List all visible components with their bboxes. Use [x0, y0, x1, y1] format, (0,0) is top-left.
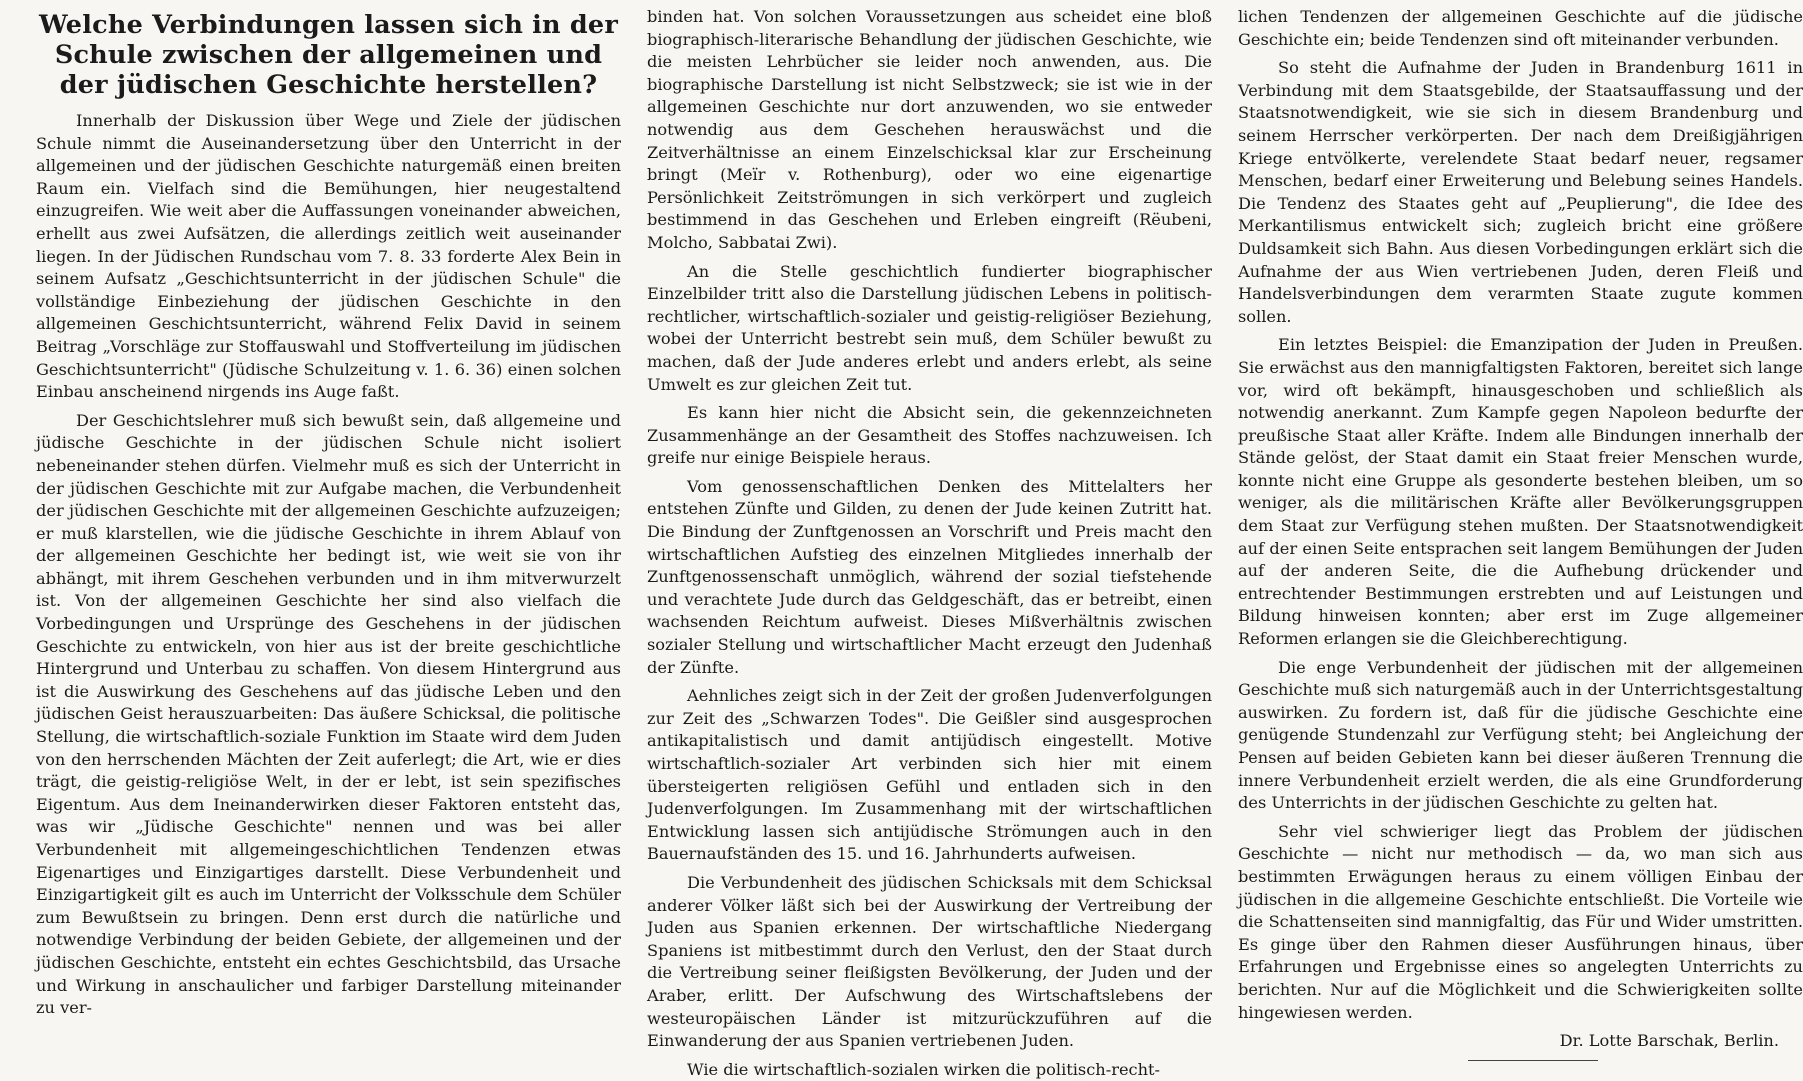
- paragraph: lichen Tendenzen der allgemeinen Geschichte auf die jüdische Geschichte ein; beide Tendenzen sind oft miteinander verbunden.: [1238, 7, 1803, 49]
- paragraph: Die Verbundenheit des jüdischen Schicksals mit dem Schicksal anderer Völker läßt sich bei der Auswirkung der Vertreibung der Juden aus Spanien erkennen. Der wirtschaftliche Niedergang Spaniens ist mitbestimmt durch den Verlust, den der Staat durch die Vertreibung seiner fleißigsten Bevölkerung, der Juden und der Araber, erlitt. Der Aufschwung des Wirtschaftslebens der westeuropäischen Länder ist mitzurückzuführen auf die Einwanderung der aus Spanien vertriebenen Juden.: [647, 872, 1212, 1051]
- paragraph: Wie die wirtschaftlich-sozialen wirken die politisch-recht-: [687, 1059, 1160, 1079]
- paragraph: Vom genossenschaftlichen Denken des Mittelalters her entstehen Zünfte und Gilden, zu denen der Jude keinen Zutritt hat. Die Bindung der Zunftgenossen an Vorschrift und Preis macht den wirtschaftlichen Aufstieg des einzelnen Mitgliedes innerhalb der Zunftgenossenschaft unmöglich, während der sozial tiefstehende und verachtete Jude durch das Geldgeschäft, das er betreibt, einen wachsenden Reichtum aufweist. Dieses Mißverhältnis zwischen sozialer Stellung und wirtschaftlicher Macht erzeugt den Judenhaß der Zünfte.: [647, 476, 1212, 677]
- column-1: [36, 6, 621, 1042]
- column-2: [647, 6, 1212, 1079]
- column-3: [1238, 6, 1803, 1051]
- paragraph: Der Geschichtslehrer muß sich bewußt sein, daß allgemeine und jüdische Geschichte in der jüdischen Schule nicht isoliert nebeneinander stehen dürfen. Vielmehr muß es sich der Unterricht in der jüdischen Geschichte mit zur Aufgabe machen, die Verbundenheit der jüdischen Geschichte mit der allgemeinen Geschichte aufzuzeigen; er muß klarstellen, wie die jüdische Geschichte in ihrem Ablauf von der allgemeinen Geschichte her bedingt ist, wie weit sie von ihr abhängt, mit ihrem Geschehen verbunden und in ihm mitverwurzelt ist. Von der allgemeinen Geschichte her sind also vielfach die Vorbedingungen und Ursprünge des Geschehens in der jüdischen Geschichte zu entwickeln, von hier aus ist der breite geschichtliche Hintergrund und Unterbau zu schaffen. Von diesem Hintergrund aus ist die Auswirkung des Geschehens auf das jüdische Leben und den jüdischen Geist herauszuarbeiten: Das äußere Schicksal, die politische Stellung, die wirtschaftlich-soziale Funktion im Staate wird dem Juden von den herrschenden Mächten der Zeit auferlegt; die Art, wie er dies trägt, die geistig-religiöse Welt, in der er lebt, ist sein spezifisches Eigentum. Aus dem Ineinanderwirken dieser Faktoren entsteht das, was wir „Jüdische Geschichte" nennen und was bei aller Verbundenheit mit allgemeingeschichtlichen Tendenzen etwas Eigenartiges und Einzigartiges darstellt. Diese Verbundenheit und Einzigartigkeit gilt es auch im Unterricht der Volksschule dem Schüler zum Bewußtsein zu bringen. Denn erst durch die natürliche und notwendige Verbindung der beiden Gebiete, der allgemeinen und der jüdischen Geschichte, entsteht ein echtes Geschichtsbild, das Ursache und Wirkung in anschaulicher und farbiger Darstellung miteinander zu ver-: [36, 410, 621, 1018]
- paragraph: So steht die Aufnahme der Juden in Brandenburg 1611 in Verbindung mit dem Staatsgebilde, der Staatsauffassung und der Staatsnotwendigkeit, wie sie sich in diesem Brandenburg und seinem Herrscher verkörperten. Der nach dem Dreißigjährigen Kriege entvölkerte, verelendete Staat bedarf neuer, regsamer Menschen, bedarf einer Erweiterung und Belebung seines Handels. Die Tendenz des Staates geht auf „Peuplierung", die Idee des Merkantilismus entwickelt sich; zugleich bricht eine größere Duldsamkeit sich Bahn. Aus diesen Vorbedingungen erklärt sich die Aufnahme der aus Wien vertriebenen Juden, deren Fleiß und Handelsverbindungen dem verarmten Staate zugute kommen sollen.: [1238, 58, 1803, 326]
- author-signature: Dr. Lotte Barschak, Berlin.: [1559, 1031, 1779, 1051]
- paragraph: Die enge Verbundenheit der jüdischen mit der allgemeinen Geschichte muß sich naturgemäß auch in der Unterrichtsgestaltung auswirken. Zu fordern ist, daß für die jüdische Geschichte eine genügende Stundenzahl zur Verfügung steht; bei Angleichung der Pensen auf beiden Gebieten kann bei dieser äußeren Trennung die innere Verbundenheit erzielt werden, die als eine Grundforderung des Unterrichts in der jüdischen Geschichte zu gelten hat.: [1238, 657, 1803, 813]
- end-rule: [1468, 1060, 1598, 1061]
- paragraph: Aehnliches zeigt sich in der Zeit der großen Judenverfolgungen zur Zeit des „Schwarzen Todes". Die Geißler sind ausgesprochen antikapitalistisch und damit antijüdisch eingestellt. Motive wirtschaftlich-sozialer Art verbinden sich hier mit einem übersteigerten religiösen Gefühl und entladen sich in den Judenverfolgungen. Im Zusammenhang mit der wirtschaftlichen Entwicklung lassen sich antijüdische Strömungen auch in den Bauernaufständen des 15. und 16. Jahrhunderts aufweisen.: [647, 686, 1212, 864]
- paragraph: Ein letztes Beispiel: die Emanzipation der Juden in Preußen. Sie erwächst aus den mannigfaltigsten Faktoren, bereitet sich lange vor, wird oft bekämpft, hinausgeschoben und schließlich als notwendig anerkannt. Zum Kampfe gegen Napoleon bedurfte der preußische Staat aller Kräfte. Indem alle Bindungen innerhalb der Stände gelöst, der Staat damit ein Staat freier Menschen wurde, konnte nicht eine Gruppe als gesonderte bestehen bleiben, um so weniger, als die militärischen Kräfte aller Bevölkerungsgruppen dem Staat zur Verfügung stehen mußten. Der Staatsnotwendigkeit auf der einen Seite entsprachen seit langem Bemühungen der Juden auf der anderen Seite, die die Aufhebung drückender und entrechtender Bestimmungen erstrebten und auf Leistungen und Bildung hinweisen konnten; aber erst im Zuge allgemeiner Reformen erlangen sie die Gleichberechtigung.: [1238, 335, 1803, 649]
- paragraph: binden hat. Von solchen Voraussetzungen aus scheidet eine bloß biographisch-literarische Behandlung der jüdischen Geschichte, wie die meisten Lehrbücher sie leider noch anwenden, aus. Die biographische Darstellung ist nicht Selbstzweck; sie ist wie in der allgemeinen Geschichte nur dort anzuwenden, wo sie entweder notwendig aus dem Geschehen herauswächst und die Zeitverhältnisse an einem Einzelschicksal klar zur Erscheinung bringt (Meïr v. Rothenburg), oder wo eine eigenartige Persönlichkeit Zeitströmungen in sich verkörpert und zugleich bestimmend in das Geschehen und Erleben eingreift (Rëubeni, Molcho, Sabbatai Zwi).: [647, 7, 1212, 252]
- paragraph: Sehr viel schwieriger liegt das Problem der jüdischen Geschichte — nicht nur methodisch — da, wo man sich aus bestimmten Erwägungen heraus zu einem völligen Einbau der jüdischen in die allgemeine Geschichte entschließt. Die Vorteile wie die Schattenseiten sind mannigfaltig, das Für und Wider umstritten. Es ginge über den Rahmen dieser Ausführungen hinaus, über Erfahrungen und Ergebnisse eines so angelegten Unterrichts zu berichten. Nur auf die Möglichkeit und die Schwierigkeiten sollte hingewiesen werden.: [1238, 821, 1803, 1022]
- paragraph: An die Stelle geschichtlich fundierter biographischer Einzelbilder tritt also die Darstellung jüdischen Lebens in politisch-rechtlicher, wirtschaftlich-sozialer und geistig-religiöser Beziehung, wobei der Unterricht bestrebt sein muß, dem Schüler bewußt zu machen, daß der Jude anderes erlebt und anders erlebt, als seine Umwelt es zur gleichen Zeit tut.: [647, 261, 1212, 394]
- paragraph: Es kann hier nicht die Absicht sein, die gekennzeichneten Zusammenhänge an der Gesamtheit des Stoffes nachzuweisen. Ich greife nur einige Beispiele heraus.: [647, 403, 1212, 468]
- article-title: Welche Verbindungen lassen sich in der Schule zwischen der allgemeinen und der jüdischen Geschichte herstellen?: [39, 10, 618, 100]
- paragraph: Innerhalb der Diskussion über Wege und Ziele der jüdischen Schule nimmt die Auseinandersetzung über den Unterricht in der allgemeinen und der jüdischen Geschichte naturgemäß einen breiten Raum ein. Vielfach sind die Bemühungen, hier neugestaltend einzugreifen. Wie weit aber die Auffassungen voneinander abweichen, erhellt aus zwei Aufsätzen, die allerdings zeitlich weit auseinander liegen. In der Jüdischen Rundschau vom 7. 8. 33 forderte Alex Bein in seinem Aufsatz „Geschichtsunterricht in der jüdischen Schule" die vollständige Einbeziehung der jüdischen Geschichte in den allgemeinen Geschichtsunterricht, während Felix David in seinem Beitrag „Vorschläge zur Stoffauswahl und Stoffverteilung im jüdischen Geschichtsunterricht" (Jüdische Schulzeitung v. 1. 6. 36) einen solchen Einbau anscheinend nirgends ins Auge faßt.: [36, 111, 621, 402]
